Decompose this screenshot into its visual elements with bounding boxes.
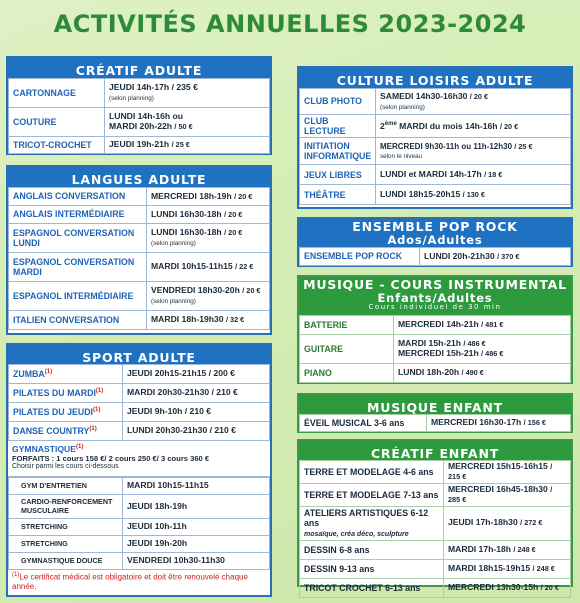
activity-label: TERRE ET MODELAGE 7-13 ans <box>300 483 444 506</box>
schedule-cell: MARDI 17h-18h / 248 € <box>444 540 571 559</box>
schedule-cell: SAMEDI 14h30-16h30 / 20 € (selon planning) <box>376 89 571 115</box>
table-row <box>300 185 571 205</box>
schedule-cell: LUNDI et MARDI 14h-17h / 18 € <box>376 165 571 185</box>
schedule-cell: LUNDI 20h30-21h30 / 210 € <box>123 422 270 441</box>
activity-label: BATTERIE <box>300 316 394 335</box>
schedule-cell: MERCREDI 13h30-15h / 20 € <box>444 578 571 597</box>
table-row <box>300 316 571 335</box>
activity-label: ENSEMBLE POP ROCK <box>300 248 420 266</box>
activity-label: TERRE ET MODELAGE 4-6 ans <box>300 461 444 484</box>
activity-label: ATELIERS ARTISTIQUES 6-12 ans mosaïque, créa déco, sculpture <box>300 506 444 540</box>
schedule-cell: JEUDI 19h-21h / 25 € <box>105 137 270 154</box>
activity-label: ESPAGNOL INTERMÉDIAIRE <box>9 282 147 311</box>
table-row <box>9 79 270 108</box>
schedule-cell: VENDREDI 10h30-11h30 <box>123 553 270 570</box>
activity-label: ÉVEIL MUSICAL 3-6 ans <box>300 415 427 432</box>
schedule-cell: JEUDI 10h-11h <box>123 519 270 536</box>
activity-label: ANGLAIS CONVERSATION <box>9 188 147 206</box>
schedule-cell: 2ème MARDI du mois 14h-16h / 20 € <box>376 115 571 138</box>
schedule-cell: MERCREDI 16h45-18h30 / 285 € <box>444 483 571 506</box>
schedule-cell: MARDI 18h15-19h15 / 248 € <box>444 559 571 578</box>
schedule-cell: LUNDI 18h-20h / 490 € <box>394 364 571 383</box>
table-row <box>9 365 270 384</box>
table-row <box>300 461 571 484</box>
activity-label: TRICOT CROCHET 6-13 ans <box>300 578 444 597</box>
schedule-cell: LUNDI 16h30-18h / 20 € (selon planning) <box>147 224 270 253</box>
table-row <box>9 311 270 330</box>
schedule-cell: MERCREDI 16h30-17h / 156 € <box>427 415 571 432</box>
schedule-cell: JEUDI 14h-17h / 235 € (selon planning) <box>105 79 270 108</box>
table-row <box>9 403 270 422</box>
section-musique-enfant <box>297 393 573 433</box>
schedule-cell: JEUDI 20h15-21h15 / 200 € <box>123 365 270 384</box>
section-pop-rock <box>297 217 573 267</box>
activity-label: ZUMBA$^{(1)}$ <box>9 365 123 384</box>
section-heading: SPORT ADULTE <box>8 345 270 364</box>
table-row <box>300 248 571 266</box>
activity-label: THÉÂTRE <box>300 185 376 205</box>
schedule-cell: MERCREDI 15h15-16h15 / 215 € <box>444 461 571 484</box>
schedule-cell: MARDI 10h15-11h15 <box>123 478 270 495</box>
schedule-cell: MARDI 10h15-11h15 / 22 € <box>147 253 270 282</box>
table-row <box>9 422 270 441</box>
section-heading: MUSIQUE - COURS INSTRUMENTAL Enfants/Adultes Cours individuel de 30 min <box>299 277 571 315</box>
activity-label: DANSE COUNTRY$^{(1)}$ <box>9 422 123 441</box>
table-row <box>9 519 270 536</box>
activity-label: ESPAGNOL CONVERSATION LUNDI <box>9 224 147 253</box>
medical-certificate-note: $^{(1)}$Le certificat médical est obligatoire et doit être renouvelé chaque année. <box>12 572 248 591</box>
activity-label: INITIATION INFORMATIQUE <box>300 138 376 165</box>
schedule-cell: MERCREDI 9h30-11h ou 11h-12h30 / 25 € selon le niveau <box>376 138 571 165</box>
schedule-cell: VENDREDI 18h30-20h / 20 € (selon planning) <box>147 282 270 311</box>
table-row <box>300 578 571 597</box>
activity-label: DESSIN 9-13 ans <box>300 559 444 578</box>
table-row <box>9 108 270 137</box>
activity-label: PILATES DU MARDI$^{(1)}$ <box>9 384 123 403</box>
table-row <box>300 483 571 506</box>
gym-intro: GYMNASTIQUE$^{(1)}$ FORFAITS : 1 cours 158 €/ 2 cours 250 €/ 3 cours 360 € Choisir parmi les cours ci-dessous <box>8 441 270 477</box>
section-langues-adulte <box>6 165 272 335</box>
table-row <box>9 206 270 224</box>
section-heading: CRÉATIF ENFANT <box>299 441 571 460</box>
gym-course-label: GYM D'ENTRETIEN <box>9 478 123 495</box>
activity-label: ANGLAIS INTERMÉDIAIRE <box>9 206 147 224</box>
schedule-cell: LUNDI 18h15-20h15 / 130 € <box>376 185 571 205</box>
schedule-cell: MARDI 18h-19h30 / 32 € <box>147 311 270 330</box>
gym-course-label: STRETCHING <box>9 519 123 536</box>
table-row <box>9 253 270 282</box>
activity-label: DESSIN 6-8 ans <box>300 540 444 559</box>
activity-label: ITALIEN CONVERSATION <box>9 311 147 330</box>
schedule-cell: JEUDI 19h-20h <box>123 536 270 553</box>
section-musique-cours <box>297 275 573 384</box>
section-sport-adulte <box>6 343 272 597</box>
gym-course-label: STRETCHING <box>9 536 123 553</box>
activity-label: PILATES DU JEUDI$^{(1)}$ <box>9 403 123 422</box>
table-row <box>9 553 270 570</box>
table-row <box>9 224 270 253</box>
section-heading: LANGUES ADULTE <box>8 167 270 187</box>
schedule-cell: JEUDI 9h-10h / 210 € <box>123 403 270 422</box>
activity-label: COUTURE <box>9 108 105 137</box>
gym-course-label: CARDIO-RENFORCEMENT MUSCULAIRE <box>9 495 123 519</box>
activity-label: JEUX LIBRES <box>300 165 376 185</box>
section-heading: CRÉATIF ADULTE <box>8 58 270 78</box>
gym-choose: Choisir parmi les cours ci-dessous <box>12 463 119 470</box>
table-row <box>300 335 571 364</box>
schedule-cell: LUNDI 20h-21h30 / 370 € <box>420 248 571 266</box>
section-heading: MUSIQUE ENFANT <box>299 395 571 414</box>
schedule-cell: MERCREDI 14h-21h / 481 € <box>394 316 571 335</box>
section-creatif-adulte <box>6 56 272 155</box>
section-culture-loisirs <box>297 66 573 209</box>
schedule-cell: MARDI 15h-21h / 486 € MERCREDI 15h-21h / 486 € <box>394 335 571 364</box>
table-row <box>300 540 571 559</box>
schedule-cell: LUNDI 16h30-18h / 20 € <box>147 206 270 224</box>
schedule-cell: MARDI 20h30-21h30 / 210 € <box>123 384 270 403</box>
schedule-cell: MERCREDI 18h-19h / 20 € <box>147 188 270 206</box>
table-row <box>300 506 571 540</box>
schedule-cell: JEUDI 18h-19h <box>123 495 270 519</box>
activity-label: GUITARE <box>300 335 394 364</box>
activity-label: CLUB LECTURE <box>300 115 376 138</box>
table-row <box>300 364 571 383</box>
section-heading: CULTURE LOISIRS ADULTE <box>299 68 571 88</box>
activity-label: PIANO <box>300 364 394 383</box>
activity-label: ESPAGNOL CONVERSATION MARDI <box>9 253 147 282</box>
activity-label: CLUB PHOTO <box>300 89 376 115</box>
section-heading: ENSEMBLE POP ROCK Ados/Adultes <box>299 219 571 247</box>
table-row <box>9 282 270 311</box>
table-row <box>300 559 571 578</box>
schedule-cell: JEUDI 17h-18h30 / 272 € <box>444 506 571 540</box>
gym-forfaits: FORFAITS : 1 cours 158 €/ 2 cours 250 €/ 3 cours 360 € <box>12 454 210 463</box>
table-row <box>300 89 571 115</box>
table-row <box>9 536 270 553</box>
table-row <box>9 384 270 403</box>
section-creatif-enfant <box>297 439 573 593</box>
table-row <box>300 165 571 185</box>
activity-label: CARTONNAGE <box>9 79 105 108</box>
activity-label: TRICOT-CROCHET <box>9 137 105 154</box>
table-row <box>300 115 571 138</box>
table-row <box>9 188 270 206</box>
page-title: ACTIVITÉS ANNUELLES 2023-2024 <box>53 10 527 38</box>
schedule-cell: LUNDI 14h-16h ou MARDI 20h-22h / 50 € <box>105 108 270 137</box>
table-row <box>300 138 571 165</box>
table-row <box>9 495 270 519</box>
gym-course-label: GYMNASTIQUE DOUCE <box>9 553 123 570</box>
table-row <box>300 415 571 432</box>
table-row <box>9 478 270 495</box>
table-row <box>9 137 270 154</box>
